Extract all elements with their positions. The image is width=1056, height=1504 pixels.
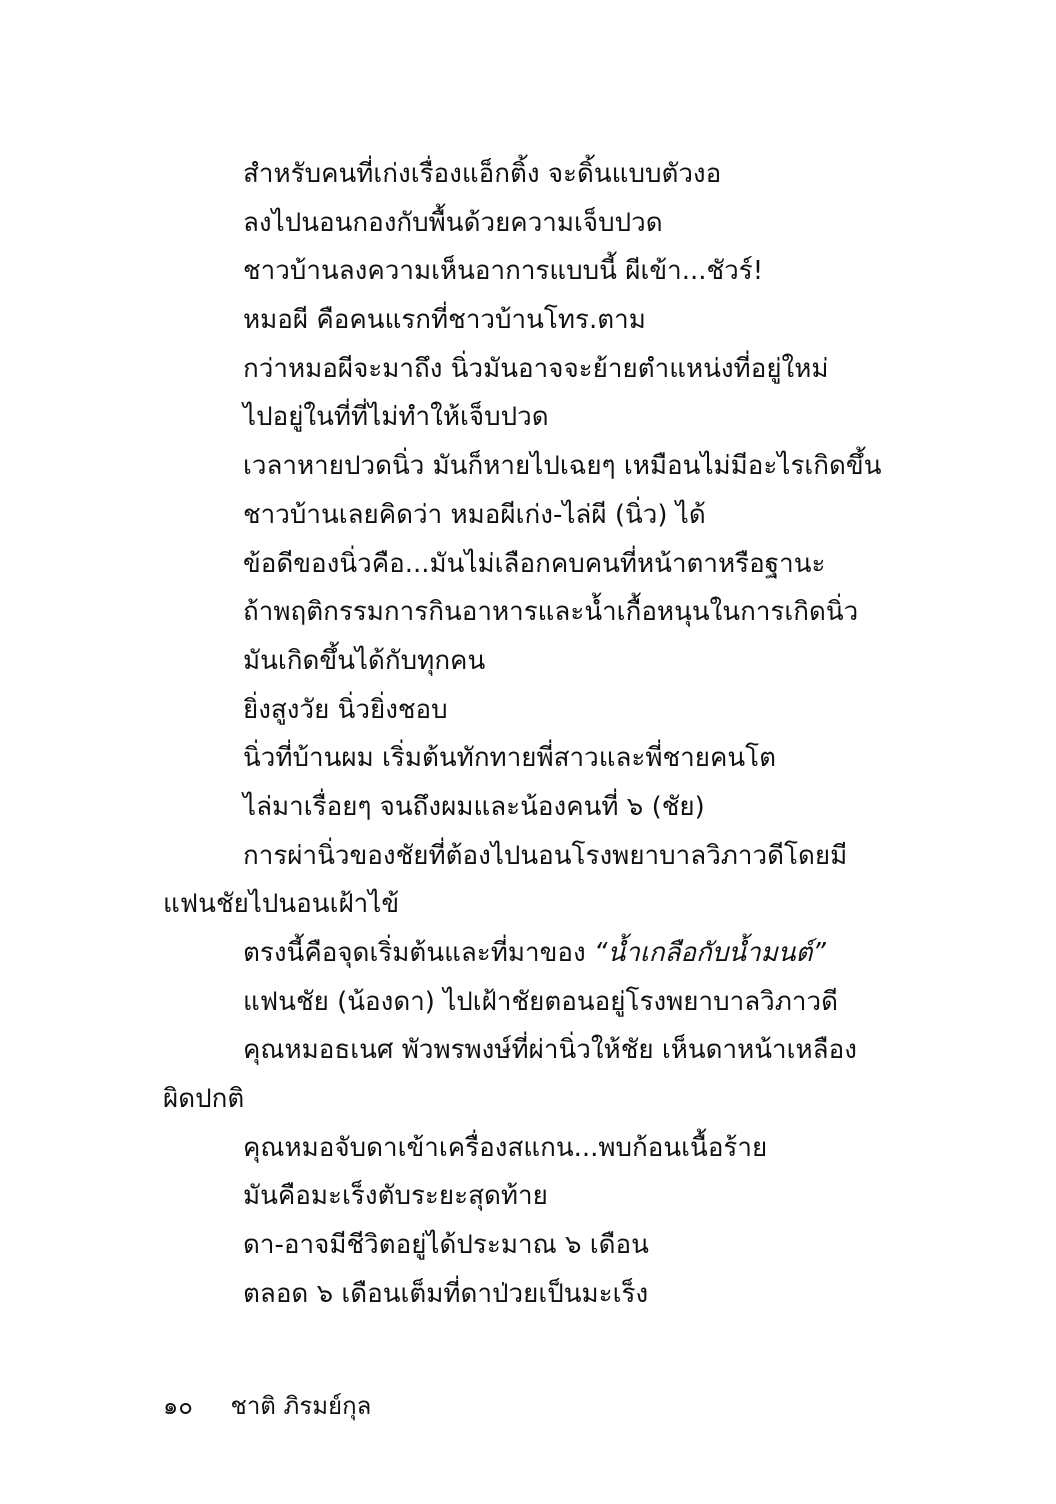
text-line: มันเกิดขึ้นได้กับทุกคน [243, 645, 486, 676]
text-line: คุณหมอธเนศ พัวพรพงษ์ที่ผ่านิ่วให้ชัย เห็นดาหน้าเหลือง [243, 1035, 857, 1066]
text-line-prefix: ตรงนี้คือจุดเริ่มต้นและที่มาของ [243, 938, 594, 968]
page-number: ๑๐ [163, 1392, 193, 1420]
text-line: คุณหมอจับดาเข้าเครื่องสแกน...พบก้อนเนื้อร้าย [243, 1132, 768, 1163]
text-line: หมอผี คือคนแรกที่ชาวบ้านโทร.ตาม [243, 305, 646, 336]
text-line: ข้อดีของนิ่วคือ...มันไม่เลือกคบคนที่หน้าตาหรือฐานะ [243, 548, 826, 579]
body-text [0, 150, 1056, 1319]
text-line: แฟนชัย (น้องดา) ไปเฝ้าชัยตอนอยู่โรงพยาบาลวิภาวดี [243, 986, 838, 1017]
author-name: ชาติ ภิรมย์กุล [230, 1392, 372, 1420]
text-line: การผ่านิ่วของชัยที่ต้องไปนอนโรงพยาบาลวิภาวดีโดยมี [243, 840, 848, 871]
text-line: ไล่มาเรื่อยๆ จนถึงผมและน้องคนที่ ๖ (ชัย) [243, 791, 705, 822]
text-line: เวลาหายปวดนิ่ว มันก็หายไปเฉยๆ เหมือนไม่มีอะไรเกิดขึ้น [243, 451, 882, 482]
text-line: ดา-อาจมีชีวิตอยู่ได้ประมาณ ๖ เดือน [243, 1230, 649, 1261]
text-line: สำหรับคนที่เก่งเรื่องแอ็กติ้ง จะดิ้นแบบตัวงอ [243, 159, 722, 189]
text-line: กว่าหมอผีจะมาถึง นิ่วมันอาจจะย้ายตำแหน่งที่อยู่ใหม่ [243, 353, 829, 384]
text-line: ยิ่งสูงวัย นิ่วยิ่งชอบ [243, 694, 448, 725]
text-line [0, 929, 1056, 978]
text-line: นิ่วที่บ้านผม เริ่มต้นทักทายพี่สาวและพี่ชายคนโต [243, 743, 777, 774]
quoted-title: “น้ำเกลือกับน้ำมนต์” [593, 938, 826, 968]
text-line: ชาวบ้านลงความเห็นอาการแบบนี้ ผีเข้า...ชัวร์! [243, 256, 764, 287]
text-line: ลงไปนอนกองกับพื้นด้วยความเจ็บปวด [243, 207, 663, 238]
text-line: ชาวบ้านเลยคิดว่า หมอผีเก่ง-ไล่ผี (นิ่ว) ได้ [243, 499, 706, 530]
text-line: มันคือมะเร็งตับระยะสุดท้าย [243, 1181, 548, 1212]
text-line-continuation: แฟนชัยไปนอนเฝ้าไข้ [163, 889, 400, 920]
text-line-continuation: ผิดปกติ [163, 1084, 245, 1115]
text-line: ไปอยู่ในที่ที่ไม่ทำให้เจ็บปวด [243, 402, 549, 433]
text-line: ตลอด ๖ เดือนเต็มที่ดาป่วยเป็นมะเร็ง [243, 1278, 649, 1309]
text-line: ถ้าพฤติกรรมการกินอาหารและน้ำเกื้อหนุนในการเกิดนิ่ว [243, 597, 859, 628]
page-footer [163, 1386, 371, 1426]
